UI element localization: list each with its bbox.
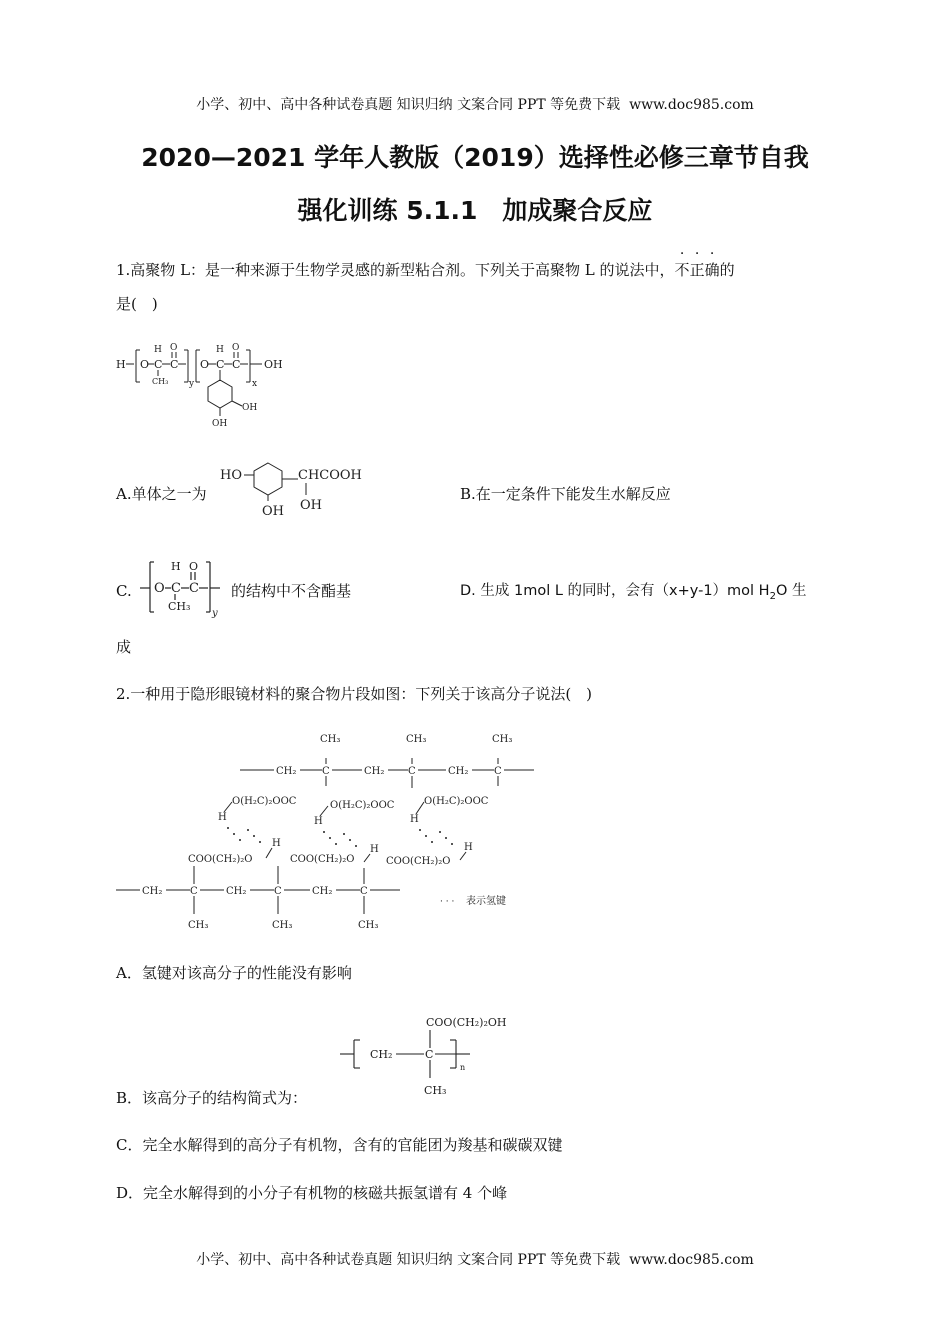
svg-text:C: C	[170, 358, 179, 371]
svg-text:C: C	[171, 581, 181, 596]
emph-char: 确	[704, 261, 720, 279]
q1-option-d-cont: 成	[116, 638, 132, 656]
svg-text:y: y	[212, 608, 218, 619]
q1-option-c-text: 的结构中不含酯基	[231, 582, 352, 600]
svg-text:表示氢键: 表示氢键	[466, 896, 506, 907]
svg-text:COO(CH₂)₂O: COO(CH₂)₂O	[188, 854, 253, 865]
svg-text:H: H	[272, 838, 281, 849]
q2-option-d: D．完全水解得到的小分子有机物的核磁共振氢谱有 4 个峰	[116, 1184, 508, 1202]
svg-text:OH: OH	[264, 358, 283, 371]
svg-text:CH₂: CH₂	[448, 766, 469, 777]
svg-text:C: C	[189, 581, 199, 596]
svg-text:CH₂: CH₂	[276, 766, 297, 777]
svg-text:· · ·: · · ·	[440, 897, 455, 907]
svg-text:H: H	[464, 842, 473, 853]
q1-stem: 1.高聚物 L：是一种来源于生物学灵感的新型粘合剂。下列关于高聚物 L 的说法中，不正确的	[116, 261, 735, 279]
q1-option-a-label: A.单体之一为	[116, 485, 207, 503]
svg-text:H: H	[216, 345, 224, 355]
svg-text:O(H₂C)₂OOC: O(H₂C)₂OOC	[330, 800, 395, 811]
q1-stem-cont: 是( )	[116, 295, 158, 313]
svg-text:C: C	[494, 766, 502, 777]
svg-text:HO: HO	[220, 468, 242, 483]
q2-polymer-fragment-figure	[114, 728, 544, 934]
svg-text:OH: OH	[242, 403, 258, 413]
svg-text:O: O	[200, 358, 210, 371]
svg-text:O: O	[154, 581, 165, 596]
svg-text:C: C	[274, 886, 282, 897]
page-footer	[0, 1249, 950, 1269]
svg-text:COO(CH₂)₂OH: COO(CH₂)₂OH	[426, 1016, 507, 1029]
q2-option-b-structure	[338, 1008, 507, 1100]
svg-text:H: H	[218, 812, 227, 823]
svg-text:y: y	[189, 379, 195, 389]
svg-text:O: O	[189, 560, 199, 573]
svg-text:OH: OH	[262, 504, 284, 519]
svg-text:CH₃: CH₃	[320, 734, 341, 745]
svg-text:C: C	[425, 1048, 434, 1061]
svg-text:COO(CH₂)₂O: COO(CH₂)₂O	[290, 854, 355, 865]
svg-text:O(H₂C)₂OOC: O(H₂C)₂OOC	[424, 796, 489, 807]
header-text: 小学、初中、高中各种试卷真题 知识归纳 文案合同 PPT 等免费下载	[196, 97, 621, 113]
svg-text:O: O	[170, 343, 178, 353]
emph-char: 正	[689, 261, 705, 279]
q2-option-c: C．完全水解得到的高分子有机物，含有的官能团为羧基和碳碳双键	[116, 1136, 563, 1154]
svg-text:H: H	[154, 345, 162, 355]
footer-url[interactable]: www.doc985.com	[629, 1252, 754, 1268]
svg-text:H: H	[370, 844, 379, 855]
svg-text:CH₂: CH₂	[364, 766, 385, 777]
svg-text:CH₂: CH₂	[370, 1048, 393, 1061]
doc-title-line1: 2020—2021 学年人教版（2019）选择性必修三章节自我	[141, 143, 809, 172]
svg-text:n: n	[460, 1063, 466, 1072]
svg-text:COO(CH₂)₂O: COO(CH₂)₂O	[386, 856, 451, 867]
svg-text:C: C	[360, 886, 368, 897]
svg-text:CH₂: CH₂	[142, 886, 163, 897]
svg-text:O(H₂C)₂OOC: O(H₂C)₂OOC	[232, 796, 297, 807]
svg-text:x: x	[252, 379, 258, 389]
svg-text:OH: OH	[212, 419, 228, 429]
svg-text:CH₂: CH₂	[226, 886, 247, 897]
svg-text:O: O	[232, 343, 240, 353]
header-url[interactable]: www.doc985.com	[629, 97, 754, 113]
svg-text:C: C	[216, 358, 225, 371]
doc-title-line2: 强化训练 5.1.1 加成聚合反应	[297, 196, 653, 225]
svg-text:CH₃: CH₃	[358, 920, 379, 931]
svg-text:C: C	[232, 358, 241, 371]
q1-option-a-structure	[218, 455, 378, 521]
svg-text:H: H	[314, 816, 323, 827]
svg-text:CH₃: CH₃	[424, 1084, 447, 1097]
svg-text:H: H	[171, 560, 181, 573]
q2-stem: 2.一种用于隐形眼镜材料的聚合物片段如图：下列关于该高分子说法( )	[116, 685, 593, 703]
page-header	[0, 94, 950, 114]
svg-text:CH₃: CH₃	[152, 377, 169, 386]
svg-text:CH₃: CH₃	[492, 734, 513, 745]
svg-text:H: H	[410, 814, 419, 825]
polymer-l-structure	[112, 336, 302, 430]
q2-option-a: A．氢键对该高分子的性能没有影响	[116, 964, 352, 982]
svg-text:H: H	[116, 358, 126, 371]
svg-text:CH₃: CH₃	[188, 920, 209, 931]
svg-text:CH₃: CH₃	[406, 734, 427, 745]
svg-text:CH₃: CH₃	[272, 920, 293, 931]
q1-option-d: D. 生成 1mol L 的同时，会有（x+y-1）mol $H_2O$ 生	[460, 583, 807, 602]
svg-text:OH: OH	[300, 498, 322, 513]
q1-option-b: B.在一定条件下能发生水解反应	[460, 485, 671, 503]
svg-text:CH₃: CH₃	[168, 600, 191, 613]
svg-text:O: O	[140, 358, 150, 371]
emph-char: 不	[674, 261, 690, 279]
q1-option-c-label: C.	[116, 582, 132, 600]
q1-option-c-structure	[138, 556, 230, 620]
svg-text:CHCOOH: CHCOOH	[298, 468, 362, 483]
svg-text:C: C	[322, 766, 330, 777]
q2-option-b: B．该高分子的结构简式为：	[116, 1089, 308, 1107]
footer-text: 小学、初中、高中各种试卷真题 知识归纳 文案合同 PPT 等免费下载	[196, 1252, 621, 1268]
svg-text:C: C	[154, 358, 163, 371]
svg-text:C: C	[408, 766, 416, 777]
svg-text:CH₂: CH₂	[312, 886, 333, 897]
svg-text:C: C	[190, 886, 198, 897]
